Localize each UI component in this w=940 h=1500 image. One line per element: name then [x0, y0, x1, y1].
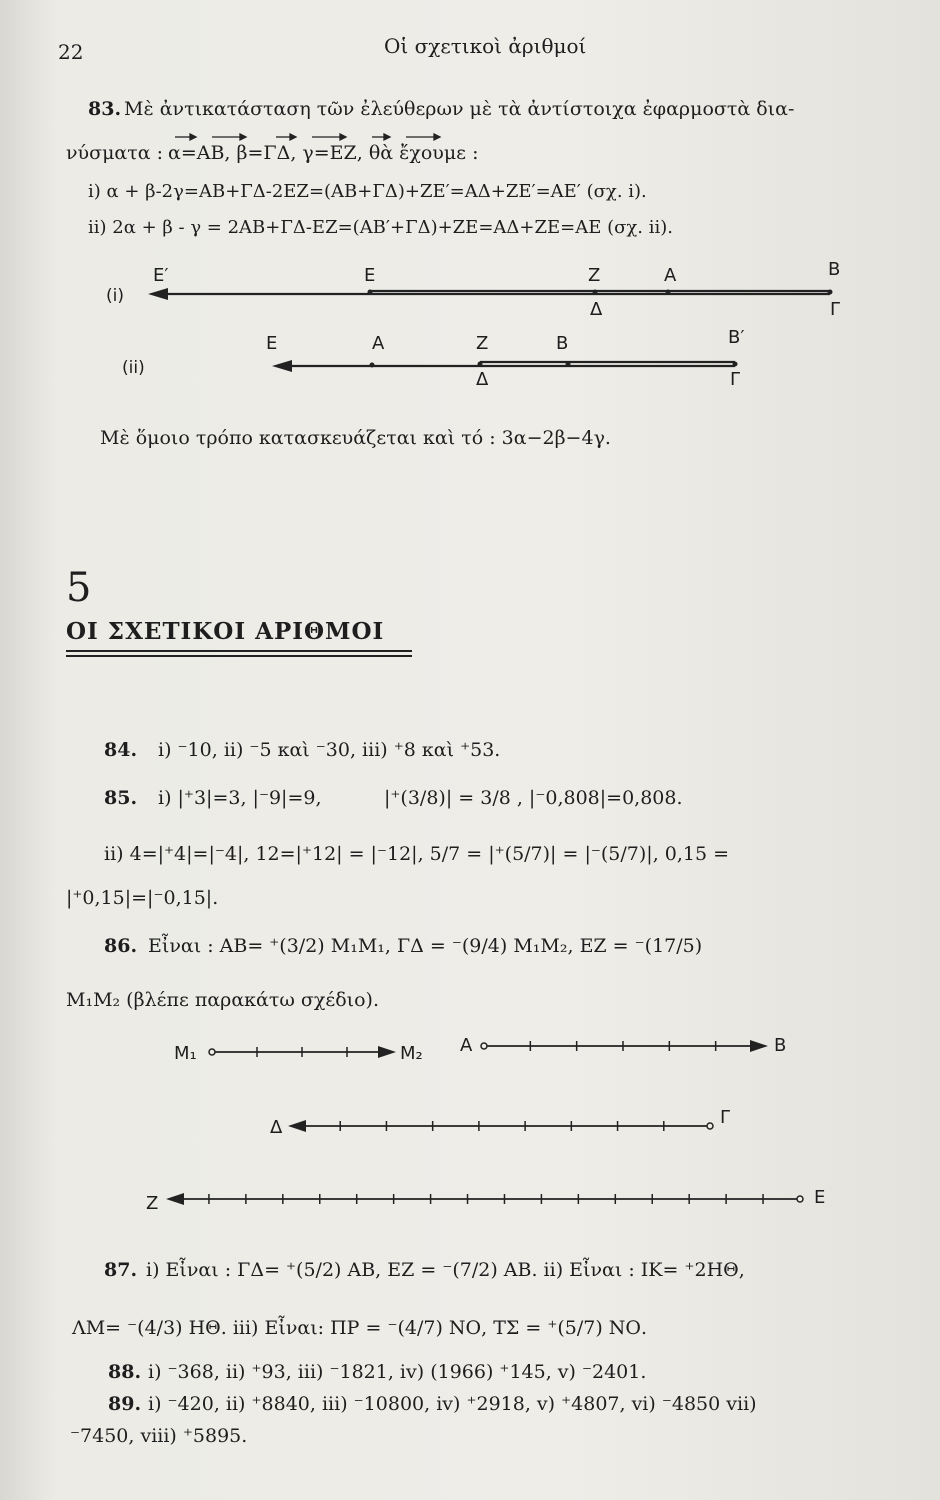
ex88-number: 88.: [108, 1361, 142, 1383]
fig-i-Gamma: Γ: [830, 299, 841, 320]
fig86-E: Ε: [814, 1187, 826, 1208]
ex89-line2: ⁻7450, viii) ⁺5895.: [70, 1425, 248, 1447]
ex85-number: 85.: [104, 787, 138, 809]
ex89-number: 89.: [108, 1393, 142, 1415]
ex86-text: Εἶναι : ΑΒ= ⁺(3/2) Μ₁Μ₁, ΓΔ = ⁻(9/4) Μ₁Μ₂, ΕΖ = ⁻(17/5): [148, 935, 703, 957]
fig86-Gamma: Γ: [720, 1107, 731, 1128]
fig-i-B: Β: [828, 259, 841, 280]
ex83-closing: Μὲ ὅμοιο τρόπο κατασκευάζεται καὶ τό : 3α−2β−4γ.: [100, 427, 611, 449]
fig-ii-Gamma: Γ: [730, 369, 741, 390]
fig-ii-B-prime: Β′: [728, 327, 745, 348]
segment-DeltaGamma: [288, 1120, 713, 1132]
segment-AB: [481, 1040, 768, 1052]
ex87-line1: i) Εἶναι : ΓΔ= ⁺(5/2) ΑΒ, ΕΖ = ⁻(7/2) ΑΒ. ii) Εἶναι : ΙΚ= ⁺2ΗΘ,: [146, 1259, 745, 1281]
ex86-line2: Μ₁Μ₂ (βλέπε παρακάτω σχέδιο).: [66, 989, 380, 1011]
chapter-number: 5: [66, 565, 92, 611]
ex86-number: 86.: [104, 935, 138, 957]
ex89-line1: i) ⁻420, ii) ⁺8840, iii) ⁻10800, iv) ⁺2918, v) ⁺4807, vi) ⁻4850 vii): [148, 1393, 757, 1415]
page-number: 22: [58, 40, 84, 64]
fig-i-A: Α: [664, 265, 677, 286]
running-title: Οἱ σχετικοὶ ἀριθμοί: [384, 34, 587, 58]
fig86-Z: Ζ: [146, 1193, 159, 1214]
fig86-Delta: Δ: [270, 1117, 283, 1138]
fig-ii-B: Β: [556, 333, 569, 354]
ex85-line1b: |⁺(3/8)| = 3/8 , |⁻0,808|=0,808.: [384, 787, 683, 809]
fig-ii-A: Α: [372, 333, 385, 354]
fig-i-Z: Ζ: [588, 265, 601, 286]
ex83-line3: i) α + β-2γ=ΑΒ+ΓΔ-2ΕΖ=(ΑΒ+ΓΔ)+ΖΕ′=ΑΔ+ΖΕ′=ΑΕ′ (σχ. i).: [88, 181, 647, 202]
fig-ii-Delta: Δ: [476, 369, 489, 390]
fig-i-E-prime: Ε′: [153, 265, 169, 286]
fig-i-tag: (i): [106, 286, 124, 306]
fig86-B: Β: [774, 1035, 787, 1056]
fig86-A: Α: [460, 1035, 473, 1056]
ex87-number: 87.: [104, 1259, 138, 1281]
fig-i-E: Ε: [364, 265, 376, 286]
ex83-number: 83.: [88, 98, 122, 120]
fig86-M1: Μ₁: [174, 1043, 197, 1064]
ex83-line2a: νύσματα :: [66, 142, 164, 164]
ex88-text: i) ⁻368, ii) ⁺93, iii) ⁻1821, iv) (1966) ⁺145, v) ⁻2401.: [148, 1361, 647, 1383]
fig-i-Delta: Δ: [590, 299, 603, 320]
ex85-line1a: i) |⁺3|=3, |⁻9|=9,: [158, 787, 322, 809]
fig-ii-Z: Ζ: [476, 333, 489, 354]
ex85-line2: ii) 4=|⁺4|=|⁻4|, 12=|⁺12| = |⁻12|, 5/7 = |⁺(5/7)| = |⁻(5/7)|, 0,15 =: [104, 843, 730, 865]
segment-ZE: [166, 1193, 803, 1205]
ex83-line1: Μὲ ἀντικατάσταση τῶν ἐλεύθερων μὲ τὰ ἀντίστοιχα ἐφαρμοστὰ δια-: [124, 98, 795, 120]
ex83-line4: ii) 2α + β - γ = 2ΑΒ+ΓΔ-ΕΖ=(ΑΒ′+ΓΔ)+ΖΕ=ΑΔ+ΖΕ=ΑΕ (σχ. ii).: [88, 217, 673, 238]
ex83-line2b: α=ΑΒ, β=ΓΔ, γ=ΕΖ, θὰ ἔχουμε :: [168, 142, 479, 164]
ex84-text: i) ⁻10, ii) ⁻5 καὶ ⁻30, iii) ⁺8 καὶ ⁺53.: [158, 739, 501, 761]
chapter-title: ΟΙ ΣΧΕΤΙΚΟΙ ΑΡΙΘΜΟΙ: [66, 618, 385, 645]
fig-ii-tag: (ii): [122, 358, 145, 378]
ex87-line2: ΛΜ= ⁻(4/3) ΗΘ. iii) Εἶναι: ΠΡ = ⁻(4/7) ΝΟ, ΤΣ = ⁺(5/7) ΝΟ.: [72, 1317, 648, 1339]
ex85-line3: |⁺0,15|=|⁻0,15|.: [66, 887, 219, 909]
ex84-number: 84.: [104, 739, 138, 761]
fig-ii-E: Ε: [266, 333, 278, 354]
fig86-M2: Μ₂: [400, 1043, 423, 1064]
